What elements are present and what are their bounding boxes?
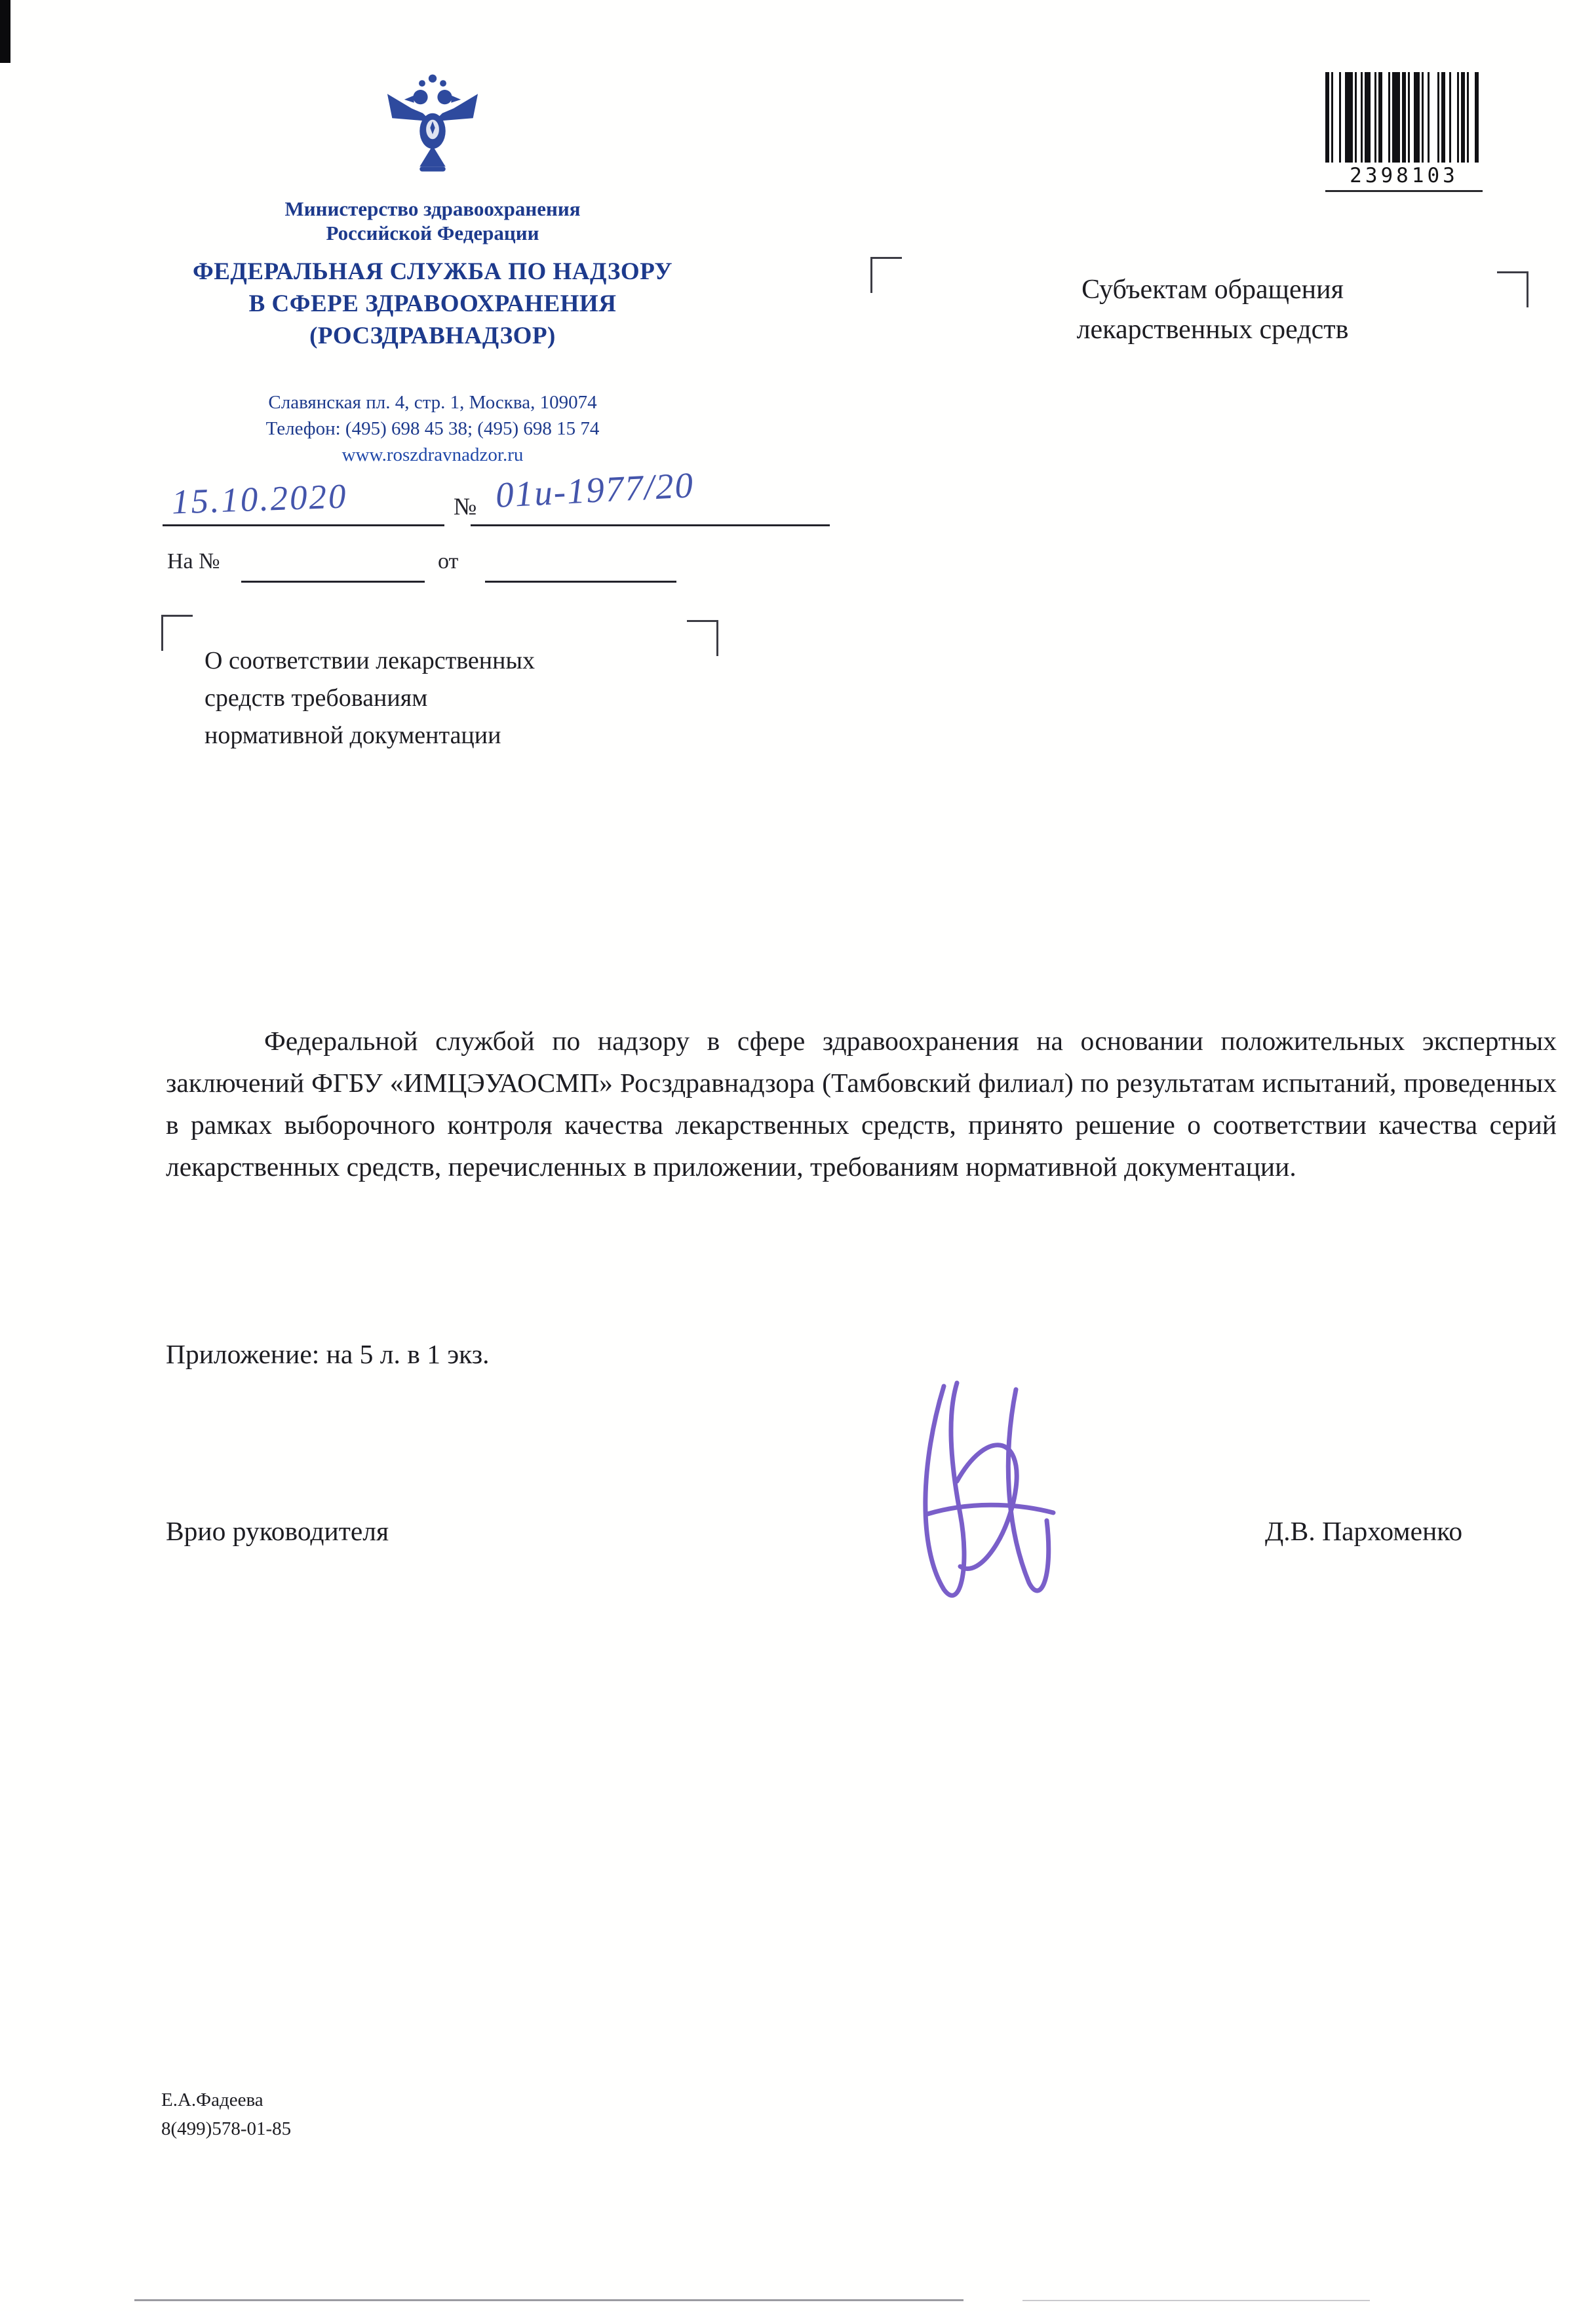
ministry-name-line1: Министерство здравоохранения	[284, 197, 581, 220]
scan-artifact-bottom-line-2	[1022, 2300, 1370, 2301]
recipient-line2: лекарственных средств	[1076, 315, 1349, 345]
postal-address: Славянская пл. 4, стр. 1, Москва, 109074	[268, 392, 597, 413]
subject-corner-mark-left	[161, 615, 193, 651]
subject-line2: средств требованиям	[204, 684, 428, 712]
service-name-line3: (РОСЗДРАВНАДЗОР)	[309, 322, 556, 349]
reply-from-date-blank	[485, 581, 676, 583]
reply-to-number-label: На №	[167, 549, 220, 573]
subject-corner-mark-right	[687, 620, 718, 656]
handwritten-outgoing-date: 15.10.2020	[171, 477, 349, 522]
website-url: www.roszdravnadzor.ru	[341, 444, 524, 465]
date-underline	[163, 524, 444, 526]
recipient-block	[990, 270, 1435, 350]
subject-block	[204, 642, 535, 754]
russia-coat-of-arms-icon	[384, 68, 481, 188]
executor-name: Е.А.Фадеева	[161, 2089, 263, 2110]
barcode-number: 2398103	[1325, 163, 1483, 192]
signer-name: Д.В. Пархоменко	[1265, 1516, 1463, 1546]
subject-line3: нормативной документации	[204, 722, 501, 749]
scan-artifact-top-left	[0, 0, 10, 63]
subject-line1: О соответствии лекарственных	[204, 647, 535, 674]
service-name-line1: ФЕДЕРАЛЬНАЯ СЛУЖБА ПО НАДЗОРУ	[192, 258, 673, 285]
recipient-corner-mark-right	[1497, 271, 1528, 307]
barcode	[1325, 72, 1483, 192]
handwritten-signature	[882, 1350, 1085, 1632]
body-paragraph: Федеральной службой по надзору в сфере здравоохранения на основании положительных экспертных заключений ФГБУ «ИМЦЭУАОСМП» Росздравнадзора (Тамбовский филиал) по результатам испытаний, проведенных в рамках выборочного контроля качества лекарственных средств, принято решение о соответствии качества серий лекарственных средств, перечисленных в приложении, требованиям нормативной документации.	[166, 1026, 1557, 1182]
scan-artifact-bottom-line	[134, 2299, 963, 2301]
executor-phone: 8(499)578-01-85	[161, 2118, 292, 2139]
signer-position: Врио руководителя	[166, 1516, 389, 1546]
recipient-line1: Субъектам обращения	[1081, 275, 1344, 305]
service-name-line2: В СФЕРЕ ЗДРАВООХРАНЕНИЯ	[248, 290, 617, 317]
reply-to-number-blank	[241, 581, 425, 583]
phone-line: Телефон: (495) 698 45 38; (495) 698 15 74	[265, 418, 600, 439]
barcode-bars	[1325, 72, 1483, 163]
handwritten-outgoing-number: 01и-1977/20	[494, 465, 695, 515]
number-sign-label: №	[454, 494, 477, 520]
number-underline	[471, 524, 830, 526]
letterhead	[85, 197, 780, 468]
reply-from-date-label: от	[438, 549, 459, 573]
ministry-name-line2: Российской Федерации	[326, 222, 539, 244]
attachment-line: Приложение: на 5 л. в 1 экз.	[166, 1339, 490, 1369]
recipient-corner-mark-left	[870, 257, 902, 293]
